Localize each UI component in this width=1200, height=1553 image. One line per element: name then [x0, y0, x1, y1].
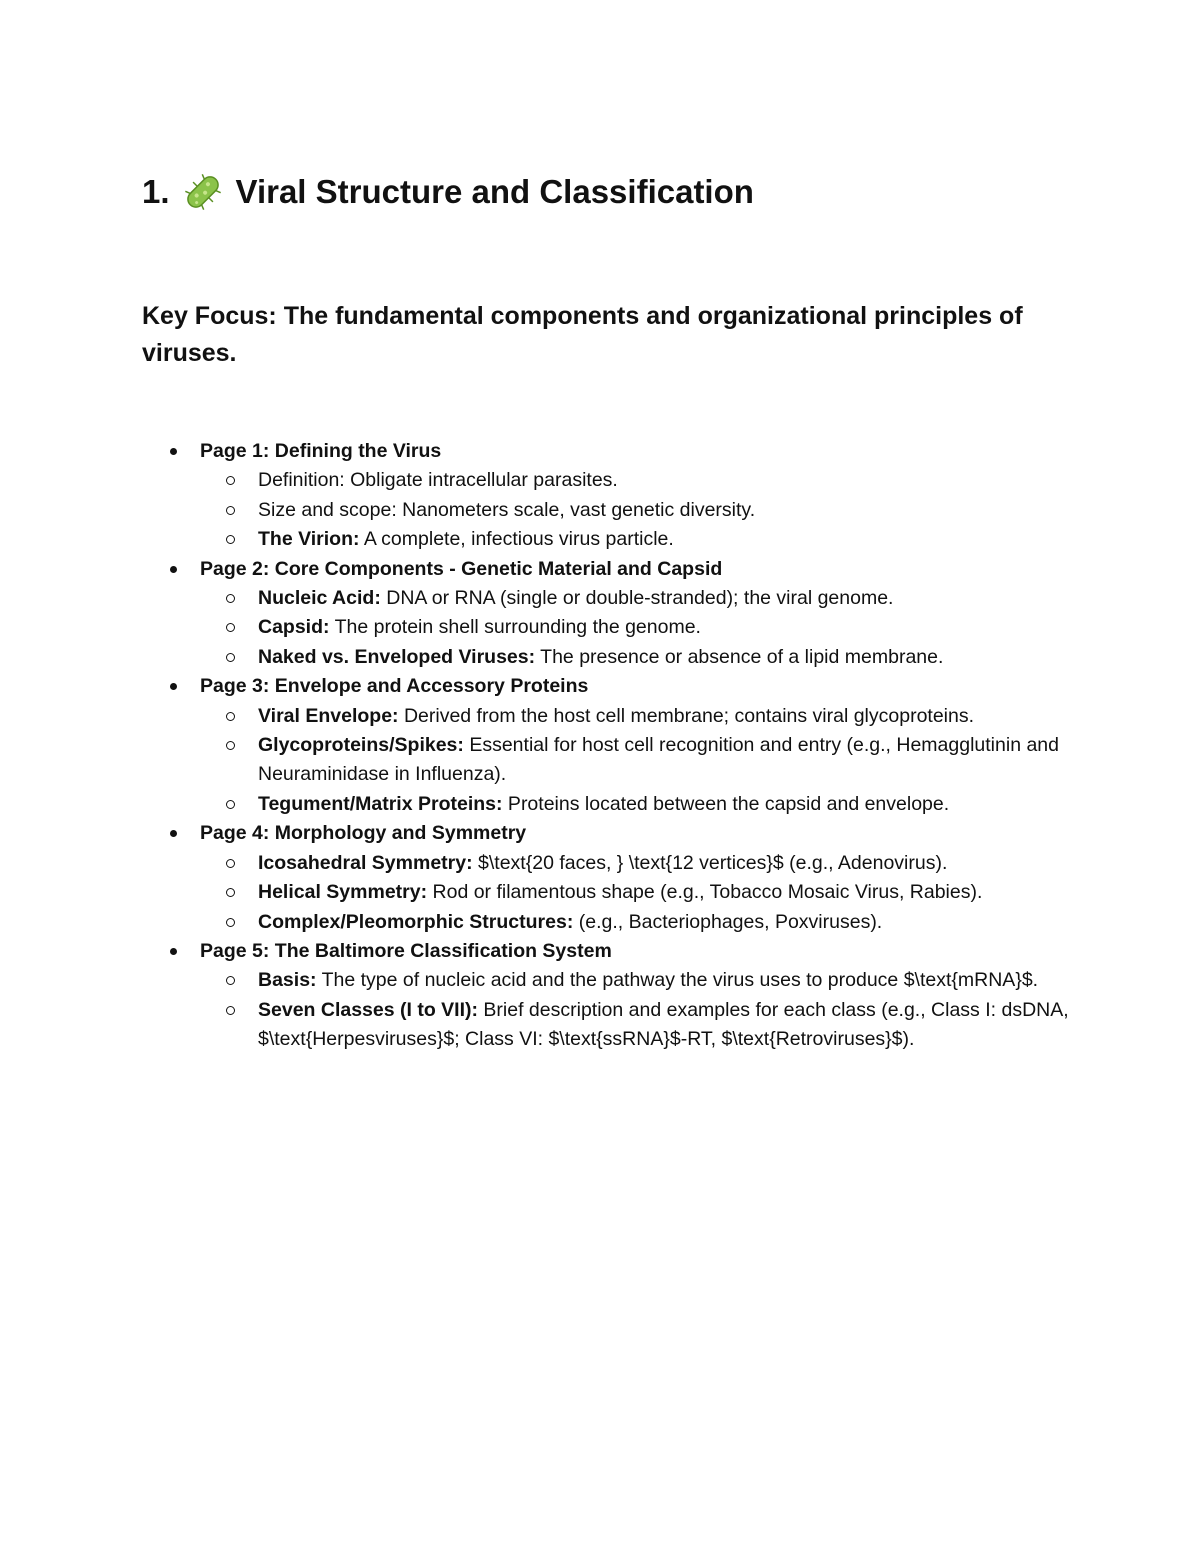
item-label: Basis: [258, 969, 317, 992]
item-text: Definition: Obligate intracellular parasites. [258, 469, 618, 492]
outline-page-1 [142, 437, 1062, 555]
ring-bullet-icon [226, 653, 235, 662]
item-label: The Virion: [258, 528, 360, 551]
ring-bullet-icon [226, 888, 235, 897]
item-text: DNA or RNA (single or double-stranded); the viral genome. [380, 587, 894, 610]
ring-bullet-icon [226, 859, 235, 868]
item-text: (e.g., Bacteriophages, Poxviruses). [573, 910, 883, 933]
sub-list [142, 966, 1120, 1054]
ring-bullet-icon [226, 623, 235, 632]
item-label: Viral Envelope: [258, 704, 399, 727]
list-item [142, 702, 1120, 731]
ring-bullet-icon [226, 506, 235, 515]
ring-bullet-icon [226, 741, 235, 750]
outline-page-2 [142, 555, 1062, 673]
ring-bullet-icon [226, 918, 235, 927]
item-label: Capsid: [258, 616, 330, 639]
list-item [142, 790, 1120, 819]
ring-bullet-icon [226, 594, 235, 603]
page-heading: Page 1: Defining the Virus [200, 440, 442, 462]
ring-bullet-icon [226, 800, 235, 809]
item-text: Brief description and examples for each class (e.g., Class I: dsDNA, $\text{Herpesviruses}$; Class VI: $\text{ssRNA}$-RT, $\text{Retroviruses}$). [258, 998, 1069, 1051]
section-title [142, 168, 754, 216]
list-item [142, 996, 1120, 1055]
bullet-icon [170, 830, 177, 837]
section-title-text: Viral Structure and Classification [235, 173, 754, 210]
item-label: Tegument/Matrix Proteins: [258, 792, 503, 815]
item-label: Nucleic Acid: [258, 587, 381, 610]
list-item [142, 849, 1120, 878]
key-focus: Key Focus: The fundamental components and organizational principles of viruses. [142, 302, 1023, 367]
list-item [142, 643, 1120, 672]
microbe-icon [182, 171, 224, 213]
list-item [142, 466, 1120, 495]
item-text: A complete, infectious virus particle. [359, 528, 674, 551]
item-label: Complex/Pleomorphic Structures: [258, 910, 574, 933]
item-label: Seven Classes (I to VII): [258, 998, 478, 1021]
ring-bullet-icon [226, 976, 235, 985]
bullet-icon [170, 683, 177, 690]
list-item [142, 613, 1120, 642]
list-item [142, 525, 1120, 554]
list-item [142, 496, 1120, 525]
sub-list [142, 584, 1120, 672]
outline-page-3 [142, 672, 1062, 819]
ring-bullet-icon [226, 1006, 235, 1015]
item-label: Icosahedral Symmetry: [258, 851, 473, 874]
page-heading: Page 3: Envelope and Accessory Proteins [200, 675, 589, 698]
item-text: Proteins located between the capsid and envelope. [502, 792, 950, 815]
sub-list [142, 849, 1120, 937]
outline-page-4 [142, 819, 1062, 937]
outline-list [142, 437, 1069, 1055]
item-label: Naked vs. Enveloped Viruses: [258, 645, 536, 668]
item-text: The protein shell surrounding the genome. [329, 616, 701, 639]
sub-list [142, 702, 1120, 820]
item-label: Helical Symmetry: [258, 881, 428, 904]
page-heading: Page 4: Morphology and Symmetry [200, 822, 527, 845]
item-text: Rod or filamentous shape (e.g., Tobacco Mosaic Virus, Rabies). [427, 881, 983, 904]
page-heading: Page 5: The Baltimore Classification System [200, 939, 612, 962]
item-text: The type of nucleic acid and the pathway the virus uses to produce $\text{mRNA}$. [316, 969, 1039, 992]
item-text: $\text{20 faces, } \text{12 vertices}$ (e.g., Adenovirus). [472, 851, 948, 874]
item-text: The presence or absence of a lipid membrane. [535, 645, 944, 668]
section-number: 1. [142, 173, 170, 210]
list-item [142, 584, 1120, 613]
sub-list [142, 466, 1120, 554]
item-text: Derived from the host cell membrane; contains viral glycoproteins. [398, 704, 975, 727]
list-item [142, 966, 1120, 995]
item-text: Size and scope: Nanometers scale, vast genetic diversity. [258, 498, 756, 521]
item-text: Essential for host cell recognition and entry (e.g., Hemagglutinin and Neuraminidase in Influenza). [258, 734, 1059, 786]
ring-bullet-icon [226, 535, 235, 544]
item-label: Glycoproteins/Spikes: [258, 734, 464, 757]
list-item [142, 908, 1120, 937]
list-item [142, 878, 1120, 907]
ring-bullet-icon [226, 712, 235, 721]
list-item [142, 731, 1120, 790]
ring-bullet-icon [226, 476, 235, 485]
page-heading: Page 2: Core Components - Genetic Material and Capsid [200, 557, 723, 580]
bullet-icon [170, 448, 177, 455]
bullet-icon [170, 948, 177, 955]
bullet-icon [170, 566, 177, 573]
outline-page-5 [142, 937, 1069, 1055]
